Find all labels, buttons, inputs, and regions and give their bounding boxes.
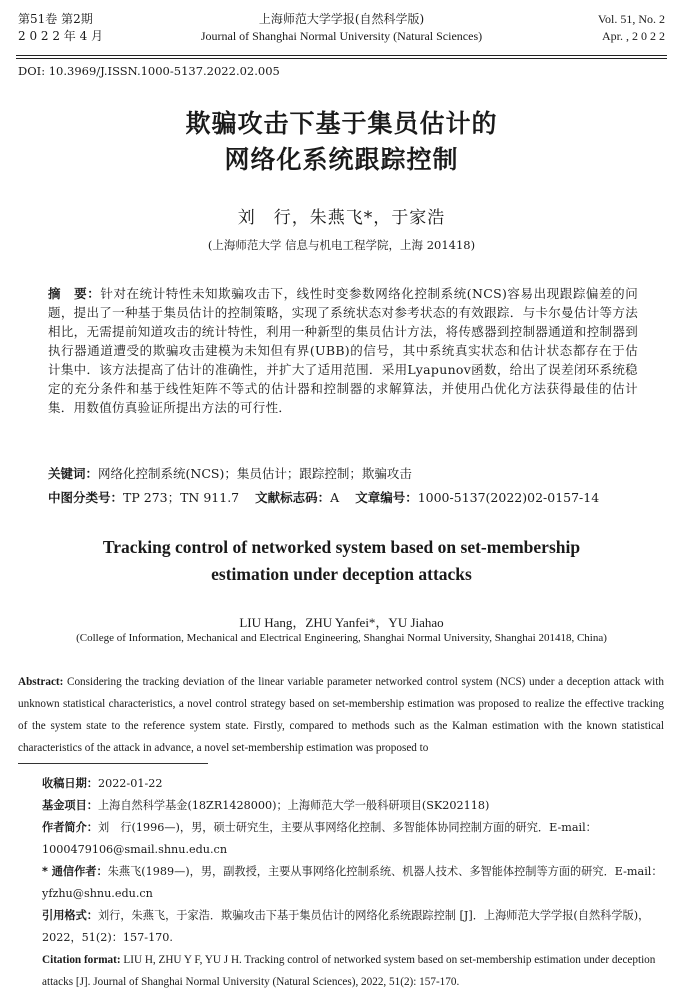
volume-issue-cn: 第51卷 第2期	[18, 12, 93, 26]
cite-en-value: LIU H, ZHU Y F, YU J H. Tracking control of networked system based on set-membership estimation under deception attacks [J]. Journal of Shanghai Normal University (Natural Sciences), 2022, 51(2): 157-170.	[42, 954, 656, 988]
cite-cn-label: 引用格式：	[42, 909, 98, 922]
header-rule-top	[16, 55, 667, 56]
issue-date-en: Apr. , 2 0 2 2	[602, 29, 665, 43]
cite-cn-value: 刘行，朱燕飞，于家浩．欺骗攻击下基于集员估计的网络化系统跟踪控制 [J]．上海师范大学学报(自然科学版)，2022，51(2)：157-170.	[42, 909, 650, 944]
bio-value: 刘 行(1996—)，男，硕士研究生，主要从事网络化控制、多智能体协同控制方面的研究．E-mail：1000479106@smail.shnu.edu.cn	[42, 821, 597, 856]
corresponding-author	[18, 861, 664, 905]
keywords-cn-text: 网络化控制系统(NCS)；集员估计；跟踪控制；欺骗攻击	[98, 466, 412, 481]
abstract-cn-text: 针对在统计特性未知欺骗攻击下，线性时变参数网络化控制系统(NCS)容易出现跟踪偏差的问题，提出了一种基于集员估计的控制策略，实现了系统状态对参考状态的有效跟踪．与卡尔曼估计等方法相比，无需提前知道攻击的统计特性，利用一种新型的集员估计方法，将传感器到控制器通道和控制器到执行器通道遭受的欺骗攻击建模为未知但有界(UBB)的信号，其中系统真实状态和估计状态都存在于估计集中．该方法提高了估计的准确性，并扩大了适用范围．采用Lyapunov函数，给出了误差闭环系统稳定的充分条件和基于线性矩阵不等式的估计器和控制器的求解算法，并使用凸优化方法获得最佳的估计集．用数值仿真验证所提出方法的可行性．	[48, 286, 638, 415]
article-title-en	[0, 534, 683, 588]
corr-label: * 通信作者：	[42, 865, 108, 878]
issue-date-cn: 2 0 2 2 年 4 月	[18, 29, 104, 43]
abstract-cn-label: 摘 要：	[48, 286, 101, 301]
abstract-en-label: Abstract:	[18, 676, 64, 688]
citation-cn	[18, 905, 664, 949]
article-title-cn	[0, 106, 683, 178]
bio-label: 作者简介：	[42, 821, 98, 834]
volume-issue-en: Vol. 51, No. 2	[597, 12, 665, 26]
received-value: 2022-01-22	[97, 777, 163, 790]
citation-en	[18, 949, 664, 993]
doc-code-label: 文献标志码：	[255, 490, 331, 505]
clc-value: TP 273；TN 911.7	[123, 490, 240, 505]
received-date	[18, 773, 664, 795]
article-number-label: 文章编号：	[355, 490, 418, 505]
title-cn-line1: 欺骗攻击下基于集员估计的	[185, 109, 498, 138]
keywords-cn-label: 关键词：	[48, 466, 99, 481]
doc-code-value: A	[330, 490, 340, 505]
authors-cn: 刘 行，朱燕飞*，于家浩	[237, 208, 446, 228]
title-cn-line2: 网络化系统跟踪控制	[224, 145, 459, 174]
cite-en-label: Citation format:	[42, 954, 121, 966]
footnotes	[18, 773, 664, 993]
received-label: 收稿日期：	[42, 777, 98, 790]
journal-name-cn: 上海师范大学学报(自然科学版)	[258, 12, 425, 26]
journal-volume-en	[598, 11, 665, 45]
header-rule-bottom	[16, 58, 667, 59]
corr-value: 朱燕飞(1989—)，男，副教授，主要从事网络化控制系统、机器人技术、多智能体控制等方面的研究．E-mail：yfzhu@shnu.edu.cn	[42, 865, 663, 900]
title-en-line1: Tracking control of networked system based on set-membership	[102, 537, 581, 557]
title-en-line2: estimation under deception attacks	[211, 564, 472, 584]
clc-label: 中图分类号：	[48, 490, 124, 505]
fund-project	[18, 795, 664, 817]
abstract-en-text: Considering the tracking deviation of the linear variable parameter networked control system (NCS) under a deception attack with unknown statistical characteristics, a novel control strategy based on set-membership estimation was proposed to realize the effective tracking of the system state to the reference system state. Firstly, compared to methods such as the Kalman estimation with the known statistical characteristics of the attack in advance, a novel set-membership estimation was proposed to	[18, 676, 664, 754]
journal-name-en: Journal of Shanghai Normal University (Natural Sciences)	[200, 29, 483, 43]
journal-name	[0, 11, 683, 45]
keywords-cn	[48, 464, 412, 482]
classification-line	[48, 488, 599, 506]
fund-label: 基金项目：	[42, 799, 98, 812]
footnote-divider	[18, 763, 208, 764]
author-bio	[18, 817, 664, 861]
article-number-value: 1000-5137(2022)02-0157-14	[417, 490, 600, 505]
fund-value: 上海自然科学基金(18ZR1428000)；上海师范大学一般科研项目(SK202118)	[97, 799, 490, 812]
affiliation-en: (College of Information, Mechanical and Electrical Engineering, Shanghai Normal University, Shanghai 201418, China)	[76, 632, 607, 644]
authors-en: LIU Hang，ZHU Yanfei*，YU Jiahao	[239, 615, 444, 630]
affiliation-cn: (上海师范大学 信息与机电工程学院，上海 201418)	[207, 238, 476, 252]
abstract-en	[18, 671, 664, 759]
abstract-cn	[48, 284, 638, 417]
doi[interactable]: DOI: 10.3969/J.ISSN.1000-5137.2022.02.005	[18, 64, 280, 78]
